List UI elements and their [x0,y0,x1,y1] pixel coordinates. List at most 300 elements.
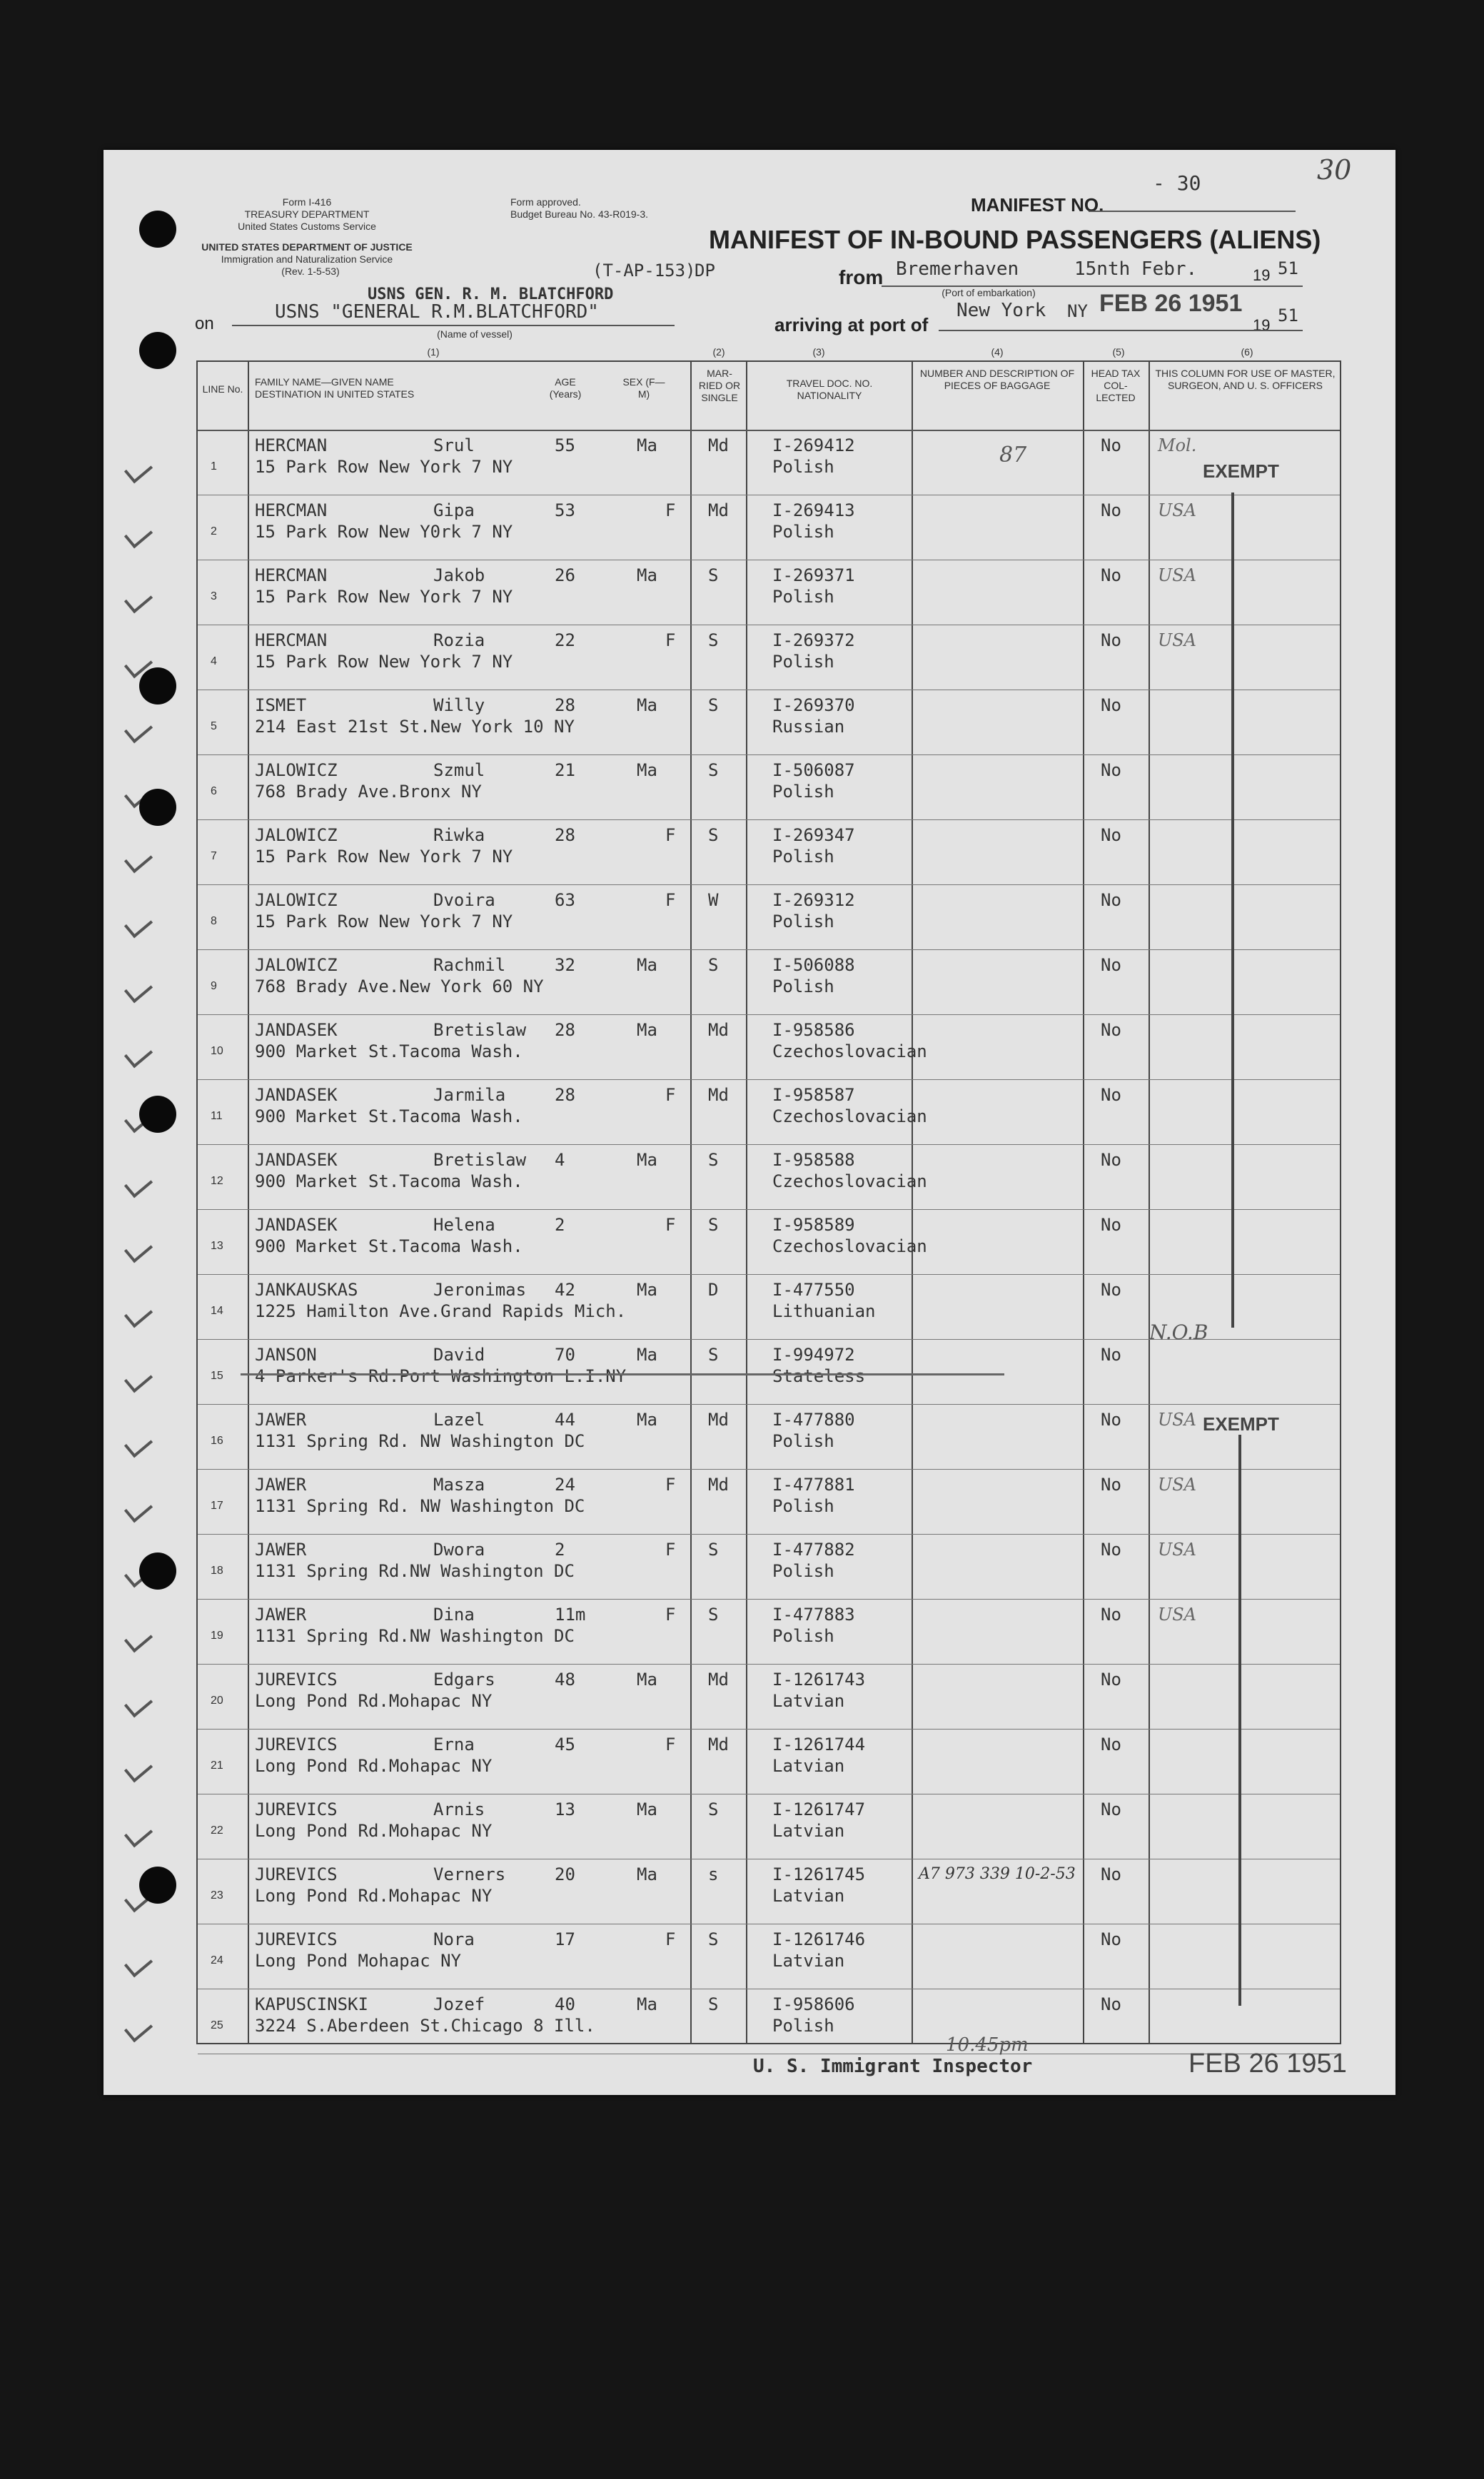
cell-age: 55 [555,435,575,455]
cell-given: Verners [433,1864,506,1884]
cell-doc-no: I-506087 [772,760,855,780]
cell-family: JALOWICZ [255,760,338,780]
check-mark-icon [124,911,153,939]
table-row [198,949,1340,1015]
form-number: Form I-416 [282,196,332,208]
cell-tax: No [1101,955,1121,975]
cell-tax: No [1101,1929,1121,1949]
cell-dest: 15 Park Row New Y0rk 7 NY [255,522,513,542]
cell-given: Masza [433,1475,485,1495]
cell-doc-no: I-269412 [772,435,855,455]
cell-doc: S [708,1605,719,1625]
cell-dest: 15 Park Row New York 7 NY [255,847,513,867]
cell-nat: Latvian [772,1886,845,1906]
cell-doc: Md [708,1475,729,1495]
check-mark-icon [124,456,153,484]
cell-marital: Ma [637,1994,657,2014]
cell-line: 25 [211,2019,223,2031]
cell-marital: Ma [637,1020,657,1040]
cell-nat: Polish [772,847,834,867]
cell-family: HERCMAN [255,435,328,455]
table-row [198,1339,1340,1405]
cell-doc: S [708,1994,719,2014]
arrival-date-stamp: FEB 26 1951 [1099,290,1243,317]
cell-tax: No [1101,1020,1121,1040]
cell-nat: Czechoslovacian [772,1041,927,1061]
cell-sex: F [665,1735,676,1755]
col-header-marital: MAR-RIED OR SINGLE [698,368,741,403]
table-row [198,625,1340,690]
col-header-baggage: NUMBER AND DESCRIPTION OF PIECES OF BAGGAGE [919,368,1075,391]
cell-dest: 1131 Spring Rd. NW Washington DC [255,1496,585,1516]
cell-sex: F [665,1215,676,1235]
cell-doc: Md [708,1735,729,1755]
class-code: DP [695,261,715,281]
cell-doc-no: I-269371 [772,565,855,585]
cell-nat: Polish [772,2016,834,2036]
cell-nat: Latvian [772,1951,845,1971]
cell-given: Helena [433,1215,495,1235]
col-header-tax: HEAD TAX COL-LECTED [1091,368,1141,403]
cell-marital: Ma [637,1799,657,1819]
baggage-note: 87 [999,443,1027,468]
cell-line: 4 [211,655,217,667]
ins-service: Immigration and Naturalization Service [221,253,393,265]
check-mark-icon [124,1950,153,1978]
cell-family: JALOWICZ [255,890,338,910]
cell-line: 5 [211,720,217,732]
cell-line: 15 [211,1370,223,1382]
cell-dest: 1131 Spring Rd.NW Washington DC [255,1626,575,1646]
cell-line: 13 [211,1240,223,1252]
cell-given: Gipa [433,500,475,520]
cell-doc: Md [708,1085,729,1105]
cell-tax: No [1101,1215,1121,1235]
check-mark-icon [124,1365,153,1393]
cell-tax: No [1101,1540,1121,1560]
cell-family: HERCMAN [255,630,328,650]
cell-dest: Long Pond Mohapac NY [255,1951,461,1971]
cell-nat: Russian [772,717,845,737]
year-prefix-1: 19 [1253,266,1271,284]
cell-doc: S [708,695,719,715]
cell-age: 70 [555,1345,575,1365]
cell-doc: Md [708,1670,729,1690]
cell-dest: 15 Park Row New York 7 NY [255,457,513,477]
cell-family: JUREVICS [255,1670,338,1690]
cell-nat: Polish [772,652,834,672]
cell-given: Willy [433,695,485,715]
table-row [198,1989,1340,2054]
table-row [198,1729,1340,1794]
cell-line: 23 [211,1889,223,1902]
cell-nat: Czechoslovacian [772,1106,927,1126]
punch-hole [139,332,176,369]
cell-doc-no: I-1261747 [772,1799,866,1819]
cell-age: 48 [555,1670,575,1690]
cell-family: JUREVICS [255,1735,338,1755]
cell-line: 17 [211,1500,223,1512]
cell-line: 20 [211,1695,223,1707]
cell-family: JAWER [255,1540,307,1560]
cell-nat: Latvian [772,1821,845,1841]
check-mark-icon [124,1625,153,1653]
cell-doc-no: I-477880 [772,1410,855,1430]
cell-marital: Ma [637,955,657,975]
cell-doc-no: I-477881 [772,1475,855,1495]
cell-doc: S [708,1215,719,1235]
cell-nat: Polish [772,1561,834,1581]
col-header-officers: THIS COLUMN FOR USE OF MASTER, SURGEON, AND U. S. OFFICERS [1155,368,1336,391]
cell-sex: F [665,630,676,650]
cell-doc-no: I-477882 [772,1540,855,1560]
cell-age: 24 [555,1475,575,1495]
cell-given: Srul [433,435,475,455]
vessel-stamp: USNS GEN. R. M. BLATCHFORD [368,286,614,303]
table-row [198,495,1340,560]
passenger-table [196,346,1341,2044]
cell-nat: Czechoslovacian [772,1171,927,1191]
budget-bureau: Budget Bureau No. 43-R019-3. [510,208,649,220]
col-num-4: (4) [991,346,1004,358]
cell-family: JAWER [255,1475,307,1495]
check-mark-icon [124,1430,153,1458]
cell-given: Nora [433,1929,475,1949]
cell-given: Bretislaw [433,1150,527,1170]
cell-nat: Polish [772,782,834,802]
cell-doc-no: I-477883 [772,1605,855,1625]
col-num-5: (5) [1112,346,1125,358]
col-header-sex: SEX (F—M) [622,376,665,400]
cell-marital: Ma [637,1864,657,1884]
punch-hole [139,1867,176,1904]
cell-line: 9 [211,980,217,992]
cell-doc-no: I-994972 [772,1345,855,1365]
cell-marital: Ma [637,1670,657,1690]
cell-doc: S [708,1799,719,1819]
departure-date: 15nth Febr. [1074,258,1198,280]
vessel-code: (T-AP-153) [592,261,696,281]
cell-note: USA [1158,1540,1196,1560]
col-header-age: AGE (Years) [549,376,582,400]
cell-baggage: A7 973 339 10-2-53 [919,1865,1076,1883]
cell-age: 17 [555,1929,575,1949]
cell-given: Dvoira [433,890,495,910]
cell-doc: W [708,890,719,910]
vessel-name: USNS "GENERAL R.M.BLATCHFORD" [275,301,599,323]
cell-marital: Ma [637,435,657,455]
cell-tax: No [1101,565,1121,585]
year-prefix-2: 19 [1253,316,1271,334]
check-mark-icon [124,716,153,744]
inspector-label: U. S. Immigrant Inspector [753,2056,1033,2077]
cell-family: JALOWICZ [255,955,338,975]
check-mark-icon [124,2015,153,2043]
cell-tax: No [1101,1345,1121,1365]
cell-doc-no: I-269413 [772,500,855,520]
table-row [198,1404,1340,1470]
cell-dest: 1225 Hamilton Ave.Grand Rapids Mich. [255,1301,627,1321]
col-num-1: (1) [427,346,440,358]
cell-doc: S [708,565,719,585]
check-mark-icon [124,1820,153,1848]
table-row [198,690,1340,755]
cell-doc: Md [708,435,729,455]
cell-family: JUREVICS [255,1799,338,1819]
table-row [198,884,1340,950]
cell-marital: Ma [637,1345,657,1365]
from-label: from [839,266,884,288]
cell-nat: Polish [772,587,834,607]
cell-family: JUREVICS [255,1929,338,1949]
check-mark-icon [124,976,153,1004]
table-row [198,1014,1340,1080]
cell-age: 2 [555,1215,565,1235]
check-mark-icon [124,1755,153,1783]
cell-family: JALOWICZ [255,825,338,845]
punch-hole [139,667,176,705]
cell-sex: F [665,1085,676,1105]
col-header-line: LINE No. [202,383,243,395]
cell-family: JANDASEK [255,1020,338,1040]
check-mark-icon [124,1041,153,1069]
cell-marital: Ma [637,760,657,780]
cell-age: 40 [555,1994,575,2014]
cell-doc-no: I-958589 [772,1215,855,1235]
cell-line: 21 [211,1759,223,1772]
cell-family: JANDASEK [255,1085,338,1105]
cell-given: Dina [433,1605,475,1625]
cell-doc-no: I-958588 [772,1150,855,1170]
table-row [198,1599,1340,1665]
cell-dest: 15 Park Row New York 7 NY [255,652,513,672]
cell-nat: Lithuanian [772,1301,876,1321]
manifest-number: - 30 [1153,171,1201,195]
table-row [198,430,1340,495]
cell-marital: Ma [637,565,657,585]
cell-nat: Polish [772,912,834,931]
cell-given: David [433,1345,485,1365]
cell-doc-no: I-958587 [772,1085,855,1105]
check-mark-icon [124,521,153,549]
cell-note: USA [1158,1475,1196,1495]
cell-doc-no: I-958606 [772,1994,855,2014]
year-2: 51 [1278,306,1298,325]
cell-given: Bretislaw [433,1020,527,1040]
cell-given: Dwora [433,1540,485,1560]
table-row [198,754,1340,820]
table-row [198,1079,1340,1145]
cell-sex: F [665,890,676,910]
cell-sex: F [665,1540,676,1560]
cell-dest: Long Pond Rd.Mohapac NY [255,1821,493,1841]
cell-age: 28 [555,1020,575,1040]
treasury-dept: TREASURY DEPARTMENT [244,208,370,220]
check-mark-icon [124,1171,153,1198]
cell-tax: No [1101,825,1121,845]
cell-line: 2 [211,525,217,537]
cell-given: Jarmila [433,1085,506,1105]
col-num-2: (2) [712,346,725,358]
cell-given: Jeronimas [433,1280,527,1300]
table-row [198,1859,1340,1924]
cell-tax: No [1101,890,1121,910]
cell-dest: 900 Market St.Tacoma Wash. [255,1236,523,1256]
cell-doc: S [708,1540,719,1560]
cell-tax: No [1101,1085,1121,1105]
officer-bracket-1 [1231,493,1234,1328]
cell-age: 20 [555,1864,575,1884]
cell-doc: S [708,955,719,975]
inspection-date-stamp: FEB 26 1951 [1188,2049,1347,2079]
port-embarkation-label: (Port of embarkation) [942,287,1036,298]
customs-service: United States Customs Service [238,221,376,232]
cell-doc-no: I-269370 [772,695,855,715]
cell-nat: Polish [772,976,834,996]
cell-doc-no: I-1261743 [772,1670,866,1690]
cell-tax: No [1101,1475,1121,1495]
cell-nat: Polish [772,457,834,477]
cell-line: 16 [211,1435,223,1447]
year-1: 51 [1278,258,1298,278]
table-row [198,1144,1340,1210]
punch-hole [139,1552,176,1590]
nob-note: N.O.B [1149,1321,1208,1344]
cell-tax: No [1101,1280,1121,1300]
cell-age: 11m [555,1605,586,1625]
cell-age: 13 [555,1799,575,1819]
cell-marital: Ma [637,695,657,715]
cell-family: JANDASEK [255,1215,338,1235]
cell-dest: 768 Brady Ave.Bronx NY [255,782,482,802]
cell-dest: 900 Market St.Tacoma Wash. [255,1041,523,1061]
cell-doc: S [708,1929,719,1949]
cell-doc: S [708,1345,719,1365]
cell-marital: Ma [637,1410,657,1430]
cell-age: 45 [555,1735,575,1755]
cell-given: Lazel [433,1410,485,1430]
check-mark-icon [124,1495,153,1523]
punch-hole [139,211,176,248]
cell-age: 44 [555,1410,575,1430]
cell-age: 63 [555,890,575,910]
table-row [198,1469,1340,1535]
col-num-3: (3) [812,346,825,358]
cell-note: USA [1158,565,1196,585]
from-port: Bremerhaven [896,258,1019,280]
cell-dest: 214 East 21st St.New York 10 NY [255,717,575,737]
cell-given: Rozia [433,630,485,650]
cell-line: 19 [211,1630,223,1642]
cell-sex: F [665,1605,676,1625]
cell-line: 18 [211,1565,223,1577]
cell-doc-no: I-1261744 [772,1735,866,1755]
cell-sex: F [665,1929,676,1949]
cell-line: 6 [211,785,217,797]
cell-dest: 900 Market St.Tacoma Wash. [255,1106,523,1126]
form-approval: Form approved. [510,196,581,208]
cell-doc: S [708,1150,719,1170]
arrival-port: New York [956,300,1046,321]
cell-family: JAWER [255,1410,307,1430]
cell-dest: 3224 S.Aberdeen St.Chicago 8 Ill. [255,2016,595,2036]
cell-doc: S [708,760,719,780]
cell-sex: F [665,1475,676,1495]
arriving-label: arriving at port of [774,314,929,335]
cell-doc-no: I-269312 [772,890,855,910]
cell-tax: No [1101,500,1121,520]
table-row [198,819,1340,885]
cell-family: JANSON [255,1345,317,1365]
cell-line: 12 [211,1175,223,1187]
on-label: on [195,314,214,333]
cell-doc-no: I-1261746 [772,1929,866,1949]
cell-doc: S [708,825,719,845]
cell-dest: 1131 Spring Rd.NW Washington DC [255,1561,575,1581]
cell-sex: F [665,500,676,520]
cell-note: USA [1158,630,1196,650]
manifest-title: MANIFEST OF IN-BOUND PASSENGERS (ALIENS) [709,225,1321,254]
page-number: 30 [1317,154,1352,186]
cell-given: Erna [433,1735,475,1755]
cell-age: 4 [555,1150,565,1170]
cell-nat: Czechoslovacian [772,1236,927,1256]
cell-sex: F [665,825,676,845]
vessel-name-label: (Name of vessel) [437,328,513,340]
col-header-doc: TRAVEL DOC. NO. NATIONALITY [786,378,873,401]
col-num-6: (6) [1241,346,1253,358]
cell-tax: No [1101,1994,1121,2014]
arrival-state: NY [1067,301,1088,321]
cell-age: 42 [555,1280,575,1300]
cell-age: 28 [555,1085,575,1105]
officer-bracket-2 [1238,1435,1241,2006]
cell-age: 26 [555,565,575,585]
cell-nat: Polish [772,1496,834,1516]
cell-age: 28 [555,825,575,845]
justice-dept: UNITED STATES DEPARTMENT OF JUSTICE [201,241,413,253]
table-row [198,1794,1340,1859]
cell-line: 7 [211,850,217,862]
table-row [198,1209,1340,1275]
cell-age: 32 [555,955,575,975]
cell-line: 11 [211,1110,223,1122]
cell-tax: No [1101,1150,1121,1170]
punch-hole [139,1096,176,1133]
cell-doc: Md [708,1020,729,1040]
cell-family: JAWER [255,1605,307,1625]
cell-tax: No [1101,1670,1121,1690]
cell-dest: 15 Park Row New York 7 NY [255,587,513,607]
cell-age: 2 [555,1540,565,1560]
cell-doc: Md [708,1410,729,1430]
cell-dest: 4 Parker's Rd.Port Washington L.I.NY [255,1366,627,1386]
arrival-line [939,330,1303,331]
cell-doc: Md [708,500,729,520]
cell-given: Arnis [433,1799,485,1819]
revision: (Rev. 1-5-53) [281,266,340,277]
cell-doc: s [708,1864,719,1884]
cell-tax: No [1101,1735,1121,1755]
cell-tax: No [1101,630,1121,650]
cell-marital: Ma [637,1280,657,1300]
cell-dest: 15 Park Row New York 7 NY [255,912,513,931]
cell-tax: No [1101,1410,1121,1430]
cell-dest: Long Pond Rd.Mohapac NY [255,1756,493,1776]
punch-hole [139,789,176,826]
cell-nat: Polish [772,522,834,542]
cell-given: Jozef [433,1994,485,2014]
